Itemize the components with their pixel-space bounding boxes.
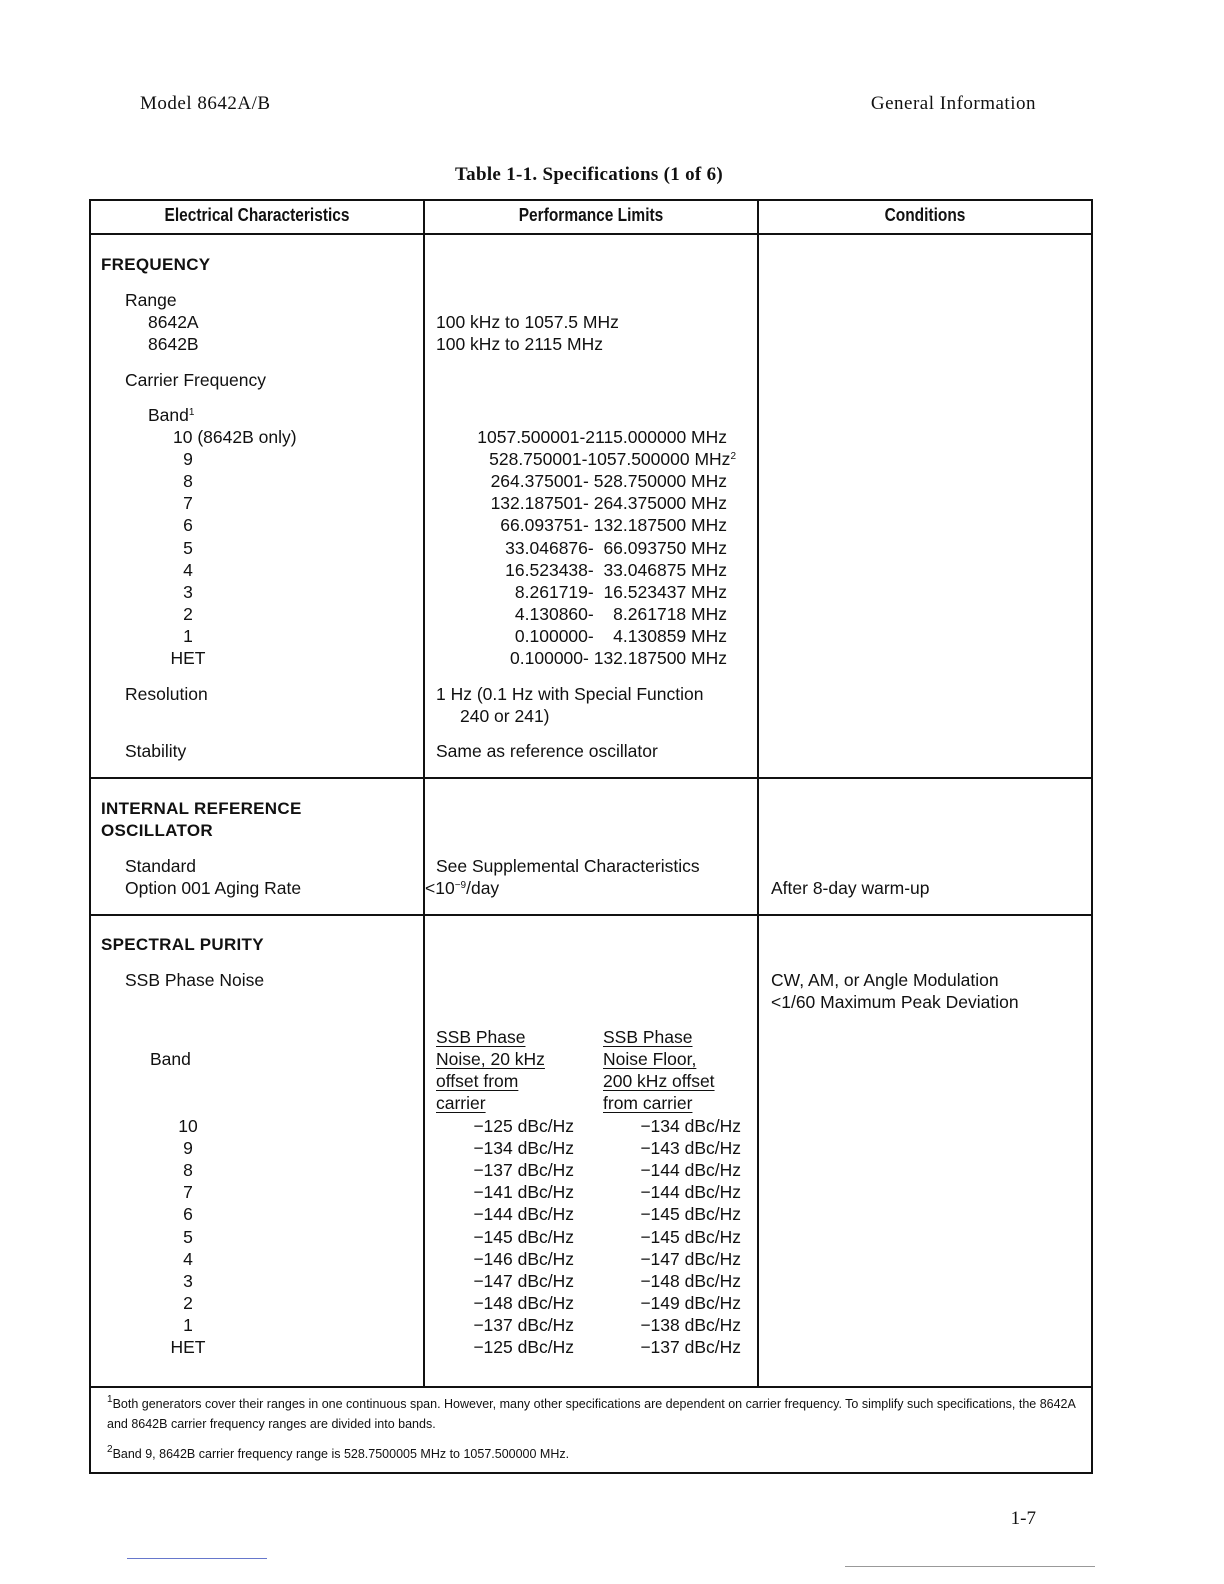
- standard-label: Standard: [125, 856, 197, 876]
- column-divider-1: [423, 199, 425, 1387]
- band-footnote-ref: 1: [188, 407, 195, 418]
- band-number: 10 (8642B only): [173, 427, 297, 447]
- ssb-condition-2: <1/60 Maximum Peak Deviation: [771, 992, 1019, 1012]
- spectral-heading: SPECTRAL PURITY: [101, 935, 264, 954]
- ssb-phase-noise-label: SSB Phase Noise: [125, 970, 265, 990]
- footnote-1: [107, 1394, 1087, 1434]
- ssb-noise-floor-200khz: −138 dBc/Hz: [640, 1315, 741, 1335]
- ssb-noise-floor-200khz: −144 dBc/Hz: [640, 1182, 741, 1202]
- stability-value: Same as reference oscillator: [436, 741, 658, 761]
- ssb-band-number: HET: [170, 1337, 206, 1357]
- footnote-2: [107, 1444, 1087, 1464]
- ssb-noise-floor-200khz: −145 dBc/Hz: [640, 1204, 741, 1224]
- range-8642b-label: 8642B: [148, 334, 199, 354]
- band-number: 9: [183, 449, 193, 469]
- section-divider-1: [89, 777, 1093, 779]
- band-label-text: Band: [148, 405, 189, 425]
- band-number: 6: [183, 515, 193, 535]
- stability-label: Stability: [125, 741, 187, 761]
- column-divider-2: [757, 199, 759, 1387]
- ssb-band-number: 5: [183, 1227, 193, 1247]
- ssb-column-a-header-1: SSB Phase: [436, 1027, 526, 1047]
- page-header-model: Model 8642A/B: [140, 93, 271, 114]
- aging-rate-label: Option 001 Aging Rate: [125, 878, 302, 898]
- band-range-value: 528.750001-1057.500000 MHz$^2$: [489, 449, 736, 469]
- ssb-band-number: 4: [183, 1249, 193, 1269]
- ssb-noise-floor-200khz: −144 dBc/Hz: [640, 1160, 741, 1180]
- ssb-noise-floor-200khz: −148 dBc/Hz: [640, 1271, 741, 1291]
- aging-rate-condition: After 8-day warm-up: [771, 878, 930, 898]
- ssb-band-number: 10: [178, 1116, 198, 1136]
- column-header-electrical: Electrical Characteristics: [164, 205, 350, 225]
- ssb-band-number: 3: [183, 1271, 193, 1291]
- ssb-noise-20khz: −145 dBc/Hz: [473, 1227, 574, 1247]
- band-range-value: 33.046876- 66.093750 MHz: [505, 538, 727, 558]
- ssb-noise-20khz: −146 dBc/Hz: [473, 1249, 574, 1269]
- header-divider: [89, 233, 1093, 235]
- ssb-noise-20khz: −125 dBc/Hz: [473, 1116, 574, 1136]
- ssb-column-b-header-4: from carrier: [603, 1093, 693, 1113]
- ssb-noise-floor-200khz: −137 dBc/Hz: [640, 1337, 741, 1357]
- frequency-heading: FREQUENCY: [101, 255, 211, 274]
- band-range-value: 4.130860- 8.261718 MHz: [514, 604, 727, 624]
- footnote-1-text: Both generators cover their ranges in one continuous span. However, many other specifications are dependent on carrier frequency. To simplify such specifications, the 8642A and 8642B carrier frequency ranges are divided into bands.: [107, 1397, 1076, 1431]
- ssb-band-number: 7: [183, 1182, 193, 1202]
- resolution-value-1: 1 Hz (0.1 Hz with Special Function: [436, 684, 704, 704]
- ssb-noise-20khz: −148 dBc/Hz: [473, 1293, 574, 1313]
- ssb-noise-20khz: −137 dBc/Hz: [473, 1160, 574, 1180]
- footnote-2-mark: 2: [107, 1444, 113, 1455]
- standard-value: See Supplemental Characteristics: [436, 856, 700, 876]
- ssb-band-number: 8: [183, 1160, 193, 1180]
- band-number: 3: [183, 582, 193, 602]
- band-number: 4: [183, 560, 193, 580]
- ssb-noise-20khz: −125 dBc/Hz: [473, 1337, 574, 1357]
- ssb-noise-floor-200khz: −134 dBc/Hz: [640, 1116, 741, 1136]
- band-range-footnote-ref: 2: [730, 451, 736, 462]
- ssb-column-b-header-1: SSB Phase: [603, 1027, 693, 1047]
- band-number: 8: [183, 471, 193, 491]
- carrier-frequency-label: Carrier Frequency: [125, 370, 267, 390]
- band-range-value: 16.523438- 33.046875 MHz: [505, 560, 727, 580]
- table-title: Table 1-1. Specifications (1 of 6): [454, 164, 724, 185]
- footer-rule-right: [845, 1566, 1095, 1567]
- page-header-section: General Information: [870, 93, 1036, 114]
- resolution-value-2: 240 or 241): [460, 706, 550, 726]
- band-number: 1: [183, 626, 193, 646]
- resolution-label: Resolution: [125, 684, 208, 704]
- ssb-band-number: 9: [183, 1138, 193, 1158]
- footer-rule-left: [127, 1558, 267, 1559]
- ssb-noise-20khz: −147 dBc/Hz: [473, 1271, 574, 1291]
- reference-heading-1: INTERNAL REFERENCE: [101, 799, 302, 818]
- ssb-column-b-header-2: Noise Floor,: [603, 1049, 697, 1069]
- section-divider-2: [89, 914, 1093, 916]
- band-range-value: 66.093751- 132.187500 MHz: [500, 515, 727, 535]
- range-8642b-value: 100 kHz to 2115 MHz: [436, 334, 603, 354]
- band-label: [148, 404, 194, 426]
- ssb-band-number: 6: [183, 1204, 193, 1224]
- ssb-band-number: 2: [183, 1293, 193, 1313]
- ssb-noise-floor-200khz: −145 dBc/Hz: [640, 1227, 741, 1247]
- ssb-column-a-header-3: offset from: [436, 1071, 519, 1091]
- ssb-noise-floor-200khz: −147 dBc/Hz: [640, 1249, 741, 1269]
- ssb-noise-floor-200khz: −149 dBc/Hz: [640, 1293, 741, 1313]
- band-number: HET: [170, 648, 206, 668]
- band-range-value: 0.100000- 4.130859 MHz: [514, 626, 727, 646]
- aging-rate-value: $<10^{-9}$/day: [425, 878, 500, 898]
- page-number: 1-7: [1010, 1508, 1036, 1529]
- band-number: 5: [183, 538, 193, 558]
- ssb-band-number: 1: [183, 1315, 193, 1335]
- column-header-conditions: Conditions: [884, 205, 966, 225]
- column-header-performance: Performance Limits: [518, 205, 664, 225]
- range-label: Range: [125, 290, 177, 310]
- ssb-band-label: Band: [150, 1049, 191, 1069]
- band-range-value: 8.261719- 16.523437 MHz: [514, 582, 727, 602]
- ssb-condition-1: CW, AM, or Angle Modulation: [771, 970, 999, 990]
- range-8642a-label: 8642A: [148, 312, 199, 332]
- band-number: 7: [183, 493, 193, 513]
- footnote-2-text: Band 9, 8642B carrier frequency range is 528.7500005 MHz to 1057.500000 MHz.: [112, 1447, 570, 1461]
- band-range-value: 1057.500001-2115.000000 MHz: [477, 427, 727, 447]
- band-range-value: 132.187501- 264.375000 MHz: [490, 493, 727, 513]
- ssb-column-a-header-2: Noise, 20 kHz: [436, 1049, 545, 1069]
- ssb-noise-20khz: −144 dBc/Hz: [473, 1204, 574, 1224]
- footnote-divider: [89, 1386, 1093, 1388]
- ssb-noise-20khz: −141 dBc/Hz: [473, 1182, 574, 1202]
- band-range-value: 0.100000- 132.187500 MHz: [510, 648, 727, 668]
- ssb-noise-20khz: −134 dBc/Hz: [473, 1138, 574, 1158]
- footnote-1-mark: 1: [107, 1394, 113, 1405]
- band-range-value: 264.375001- 528.750000 MHz: [490, 471, 727, 491]
- band-number: 2: [183, 604, 193, 624]
- ssb-column-b-header-3: 200 kHz offset: [603, 1071, 715, 1091]
- reference-heading-2: OSCILLATOR: [101, 821, 213, 840]
- range-8642a-value: 100 kHz to 1057.5 MHz: [436, 312, 619, 332]
- ssb-noise-20khz: −137 dBc/Hz: [473, 1315, 574, 1335]
- ssb-column-a-header-4: carrier: [436, 1093, 486, 1113]
- ssb-noise-floor-200khz: −143 dBc/Hz: [640, 1138, 741, 1158]
